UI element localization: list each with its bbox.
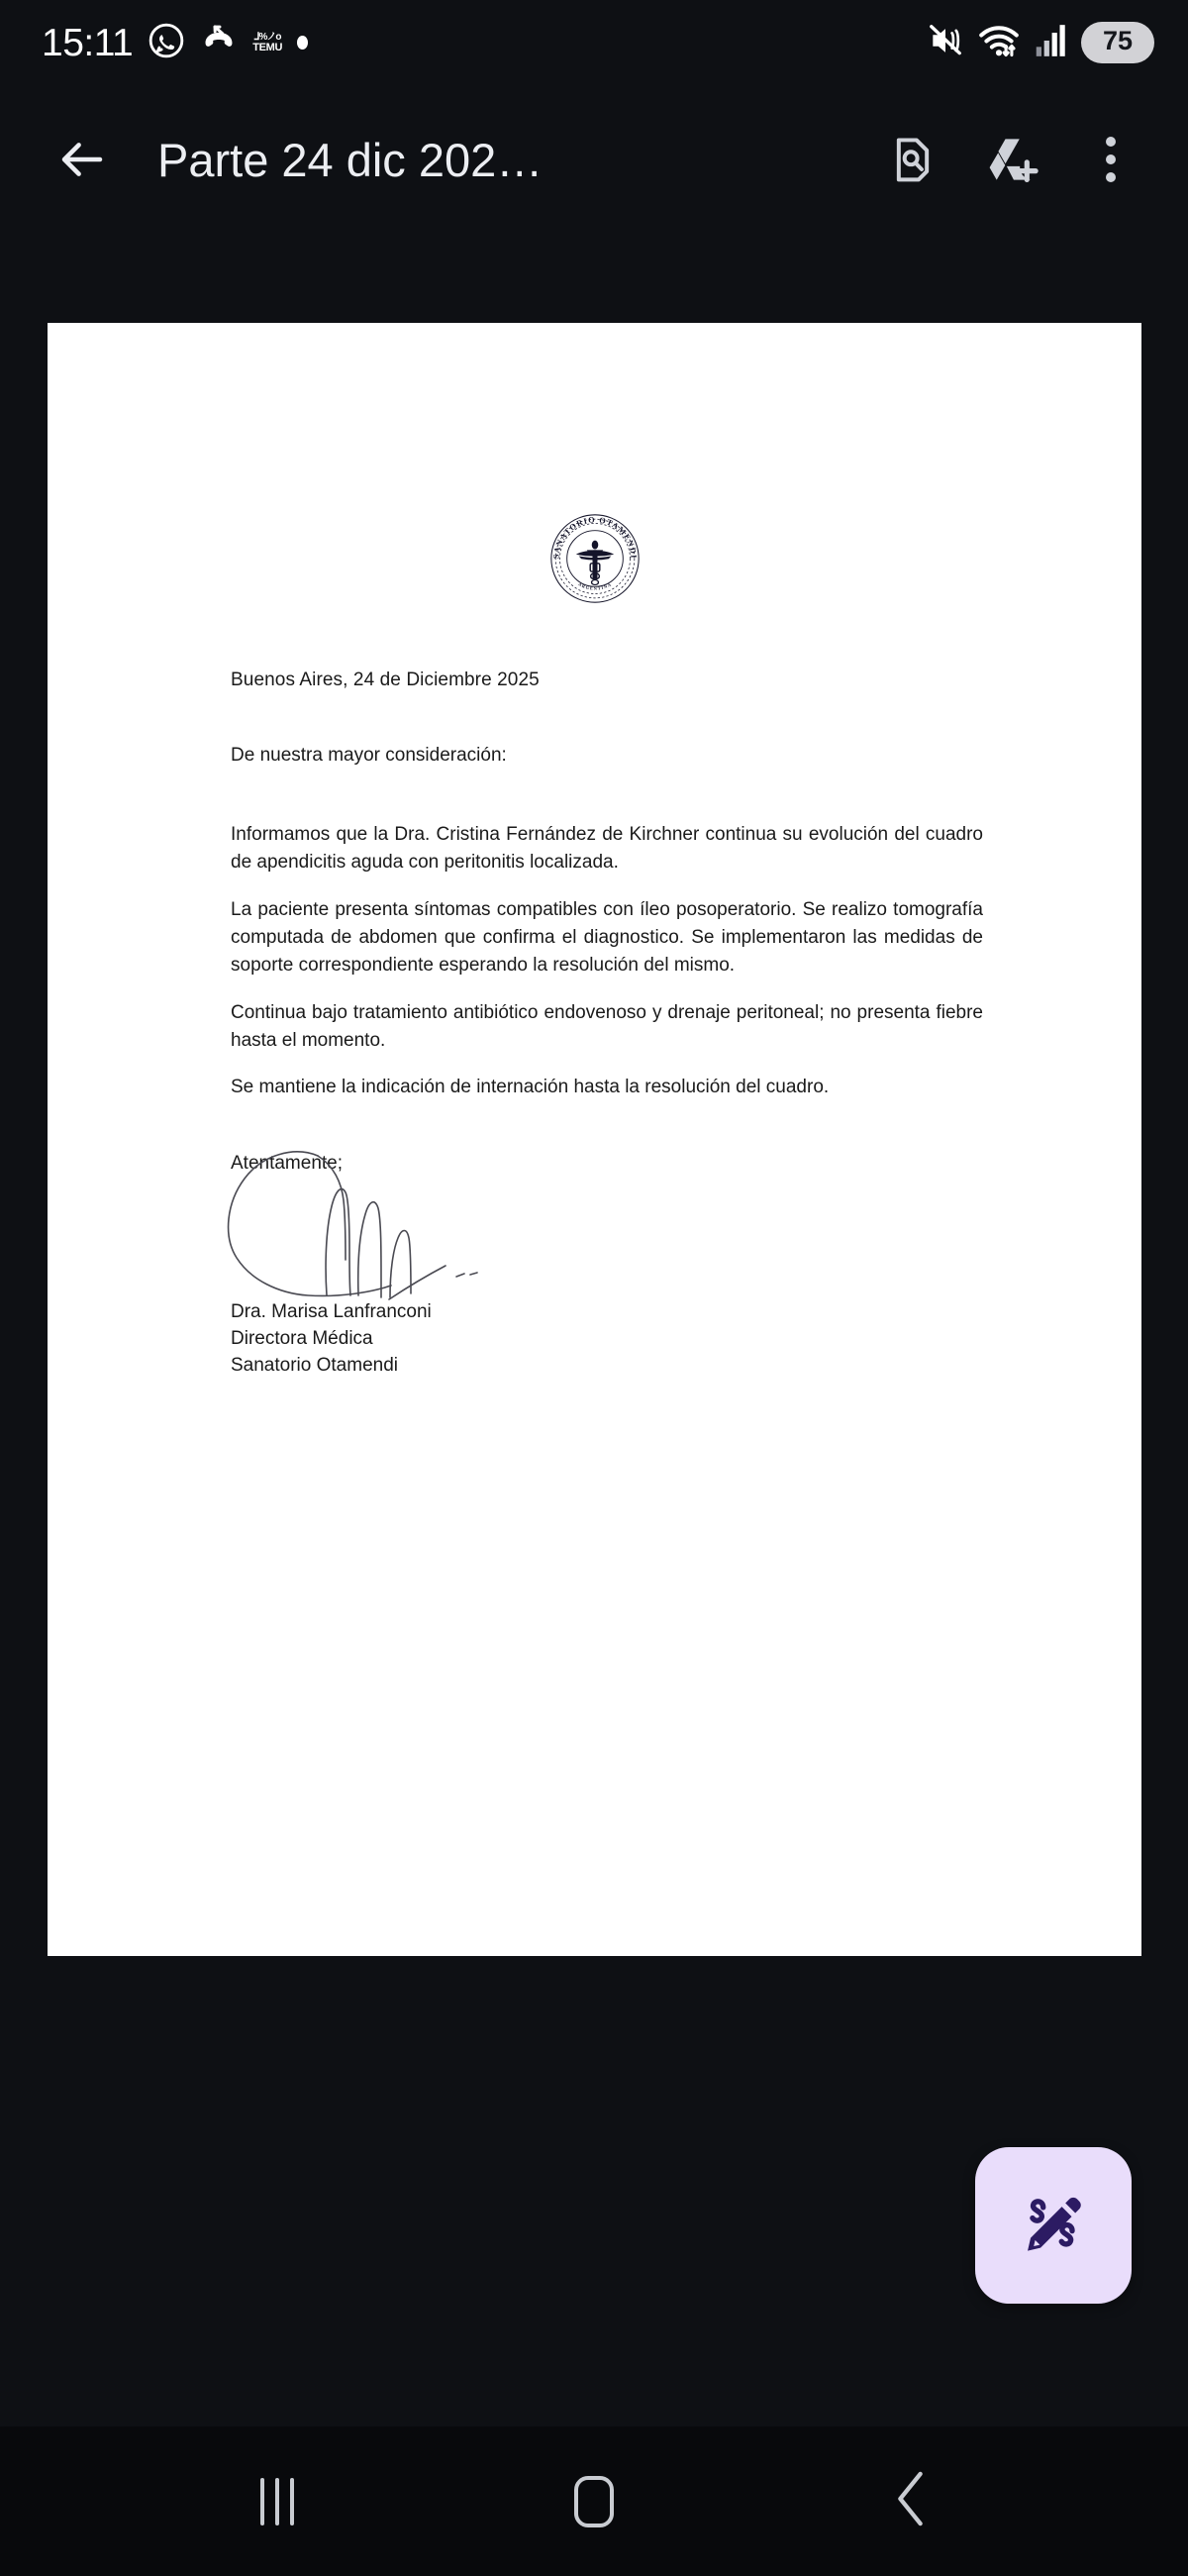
letter-paragraph-4: Se mantiene la indicación de internación hasta la resolución del cuadro. [231, 1077, 830, 1098]
more-notifications-dot [297, 36, 308, 50]
letter-body [231, 670, 983, 1380]
recents-bar [275, 2478, 279, 2525]
nav-back-button[interactable] [851, 2452, 970, 2551]
kebab-dot [1106, 155, 1116, 164]
letter-paragraph-1: Informamos que la Dra. Cristina Fernández de Kirchner continua su evolución del cuadro de apendicitis aguda con peritonitis localizada. [231, 824, 983, 873]
app-bar [0, 85, 1188, 234]
sanatorio-otamendi-seal-logo [48, 511, 1141, 606]
signer-block [231, 1299, 983, 1380]
document-viewer[interactable] [0, 234, 1188, 2426]
nav-home-button[interactable] [535, 2452, 653, 2551]
kebab-dot [1106, 137, 1116, 147]
recents-icon [260, 2478, 294, 2525]
wifi-icon [978, 21, 1020, 65]
signer-organization: Sanatorio Otamendi [231, 1355, 398, 1377]
document-content [48, 323, 1141, 1956]
letter-paragraph-3: Continua bajo tratamiento antibiótico endovenoso y drenaje peritoneal; no presenta fiebre hasta el momento. [231, 1001, 983, 1051]
temu-icon [252, 33, 282, 53]
back-chevron-icon [889, 2470, 933, 2532]
signal-icon [1034, 22, 1067, 64]
nav-recents-button[interactable] [218, 2452, 337, 2551]
back-arrow-icon[interactable] [50, 127, 115, 192]
status-bar [0, 0, 1188, 85]
status-bar-left [42, 22, 308, 64]
whatsapp-icon [148, 22, 185, 64]
status-bar-right [927, 21, 1154, 65]
kebab-dot [1106, 172, 1116, 182]
navigation-bar [0, 2426, 1188, 2576]
home-icon [574, 2476, 614, 2527]
overflow-menu-icon[interactable] [1079, 128, 1142, 191]
handwritten-signature [231, 1149, 983, 1299]
battery-indicator: 75 [1081, 22, 1154, 62]
svg-text:SANATORIO OTAMENDI: SANATORIO OTAMENDI [550, 515, 639, 560]
letter-date: Buenos Aires, 24 de Diciembre 2025 [231, 670, 540, 690]
status-clock: 15:11 [42, 21, 134, 64]
page-title: Parte 24 dic 202… [157, 133, 544, 186]
recents-bar [260, 2478, 264, 2525]
missed-call-icon [200, 22, 238, 64]
signer-title: Directora Médica [231, 1328, 373, 1350]
document-search-icon[interactable] [881, 128, 944, 191]
temu-label: TEMU [252, 41, 283, 53]
signer-name: Dra. Marisa Lanfranconi [231, 1301, 432, 1323]
add-to-drive-icon[interactable] [980, 128, 1043, 191]
recents-bar [290, 2478, 294, 2525]
svg-text:ARGENTINA: ARGENTINA [576, 581, 613, 591]
letter-signoff: Atentamente; [231, 1153, 344, 1175]
mute-vibrate-icon [927, 22, 964, 64]
letter-salutation: De nuestra mayor consideración: [231, 745, 507, 766]
document-page[interactable] [48, 323, 1141, 1956]
signature-annotate-button[interactable] [975, 2147, 1132, 2304]
letter-paragraph-2: La paciente presenta síntomas compatibles con íleo posoperatorio. Se realizo tomografía computada de abdomen que confirma el diagnostico. Se implementaron las medidas de soporte correspondiente esperando la resolución del mismo. [231, 898, 983, 976]
temu-glyph-top: ⅃%ノo [253, 31, 281, 43]
app-bar-actions [881, 128, 1160, 191]
